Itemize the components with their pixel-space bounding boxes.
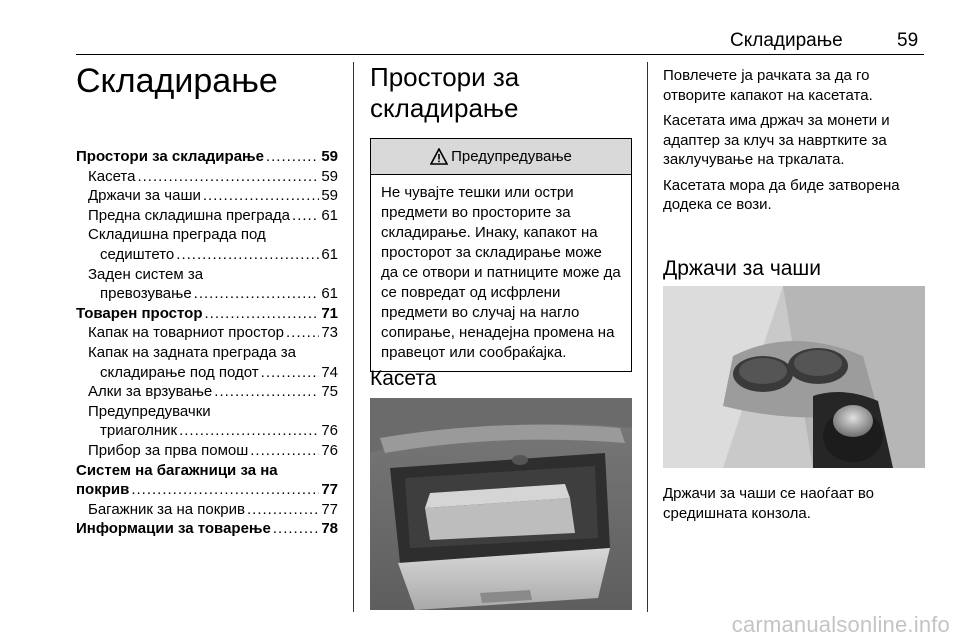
paragraph: Касетата мора да биде затворена додека се вози. (663, 176, 900, 213)
toc-dot-leader (214, 382, 319, 402)
section-title-line: складирање (370, 93, 519, 123)
toc-entry-title: Капак на товарниот простор (88, 324, 285, 342)
toc-entry[interactable] (76, 421, 338, 441)
subsection-title-cupholders: Држачи за чаши (663, 257, 822, 280)
warning-title: Предупредување (451, 148, 572, 165)
toc-entry[interactable] (76, 480, 338, 500)
toc-entry[interactable] (76, 304, 338, 324)
paragraph: Касетата има држач за монети и адаптер за клуч за навртките за заклучување на тркалата. (663, 112, 890, 168)
toc-entry-title: седиштето (100, 245, 175, 263)
toc-page-number: 61 (321, 285, 338, 303)
toc-dot-leader (204, 304, 319, 324)
photo-caption: Држачи за чаши се наоѓаат во средишната конзола. (663, 485, 875, 522)
toc-entry[interactable] (76, 519, 338, 539)
toc-entry-line: Заден систем за (88, 265, 204, 283)
column-3 (663, 66, 925, 215)
toc-page-number: 77 (321, 481, 338, 499)
toc-entry[interactable] (76, 245, 338, 265)
toc-page-number: 78 (321, 520, 338, 538)
toc-page-number: 59 (321, 148, 338, 165)
column-divider (353, 62, 354, 612)
toc-entry[interactable] (76, 147, 338, 167)
toc-entry-line: Предупредувачки (88, 402, 211, 420)
toc-entry[interactable] (76, 284, 338, 304)
chapter-title: Складирање (76, 62, 278, 100)
toc-dot-leader (250, 441, 319, 461)
toc-entry-title: покрив (76, 481, 130, 499)
paragraph: Повлечете ја рачката за да го отворите капакот на касетата. (663, 67, 873, 104)
toc-entry[interactable] (76, 167, 338, 187)
header-rule (76, 54, 924, 55)
toc-page-number: 59 (321, 187, 338, 205)
toc-dot-leader (179, 421, 319, 441)
toc-dot-leader (194, 284, 320, 304)
toc-entry[interactable] (76, 500, 338, 520)
toc-entry-title: складирање под подот (100, 363, 259, 381)
toc-entry[interactable] (76, 323, 338, 343)
toc-page-number: 76 (321, 422, 338, 440)
column-divider (647, 62, 648, 612)
warning-header (371, 139, 631, 175)
toc-page-number: 61 (321, 206, 338, 224)
toc-entry-line: Систем на багажници за на (76, 461, 278, 479)
toc-entry-title: превозување (100, 285, 192, 303)
toc-entry-title: Предна складишна преграда (88, 206, 291, 224)
glovebox-photo (370, 398, 632, 610)
toc-entry-title: Алки за врзување (88, 383, 213, 401)
cupholder-photo (663, 286, 925, 468)
toc-entry-title: Простори за складирање (76, 148, 264, 165)
toc-page-number: 59 (321, 167, 338, 185)
toc-entry-line: Складишна преграда под (88, 226, 266, 244)
toc-page-number: 75 (321, 383, 338, 401)
toc-page-number: 61 (321, 245, 338, 263)
toc-page-number: 76 (321, 441, 338, 459)
toc-dot-leader (137, 167, 319, 187)
subsection-title-kaseta: Касета (370, 367, 437, 390)
toc-entry[interactable] (76, 206, 338, 226)
running-header-title: Складирање (730, 30, 843, 51)
toc-page-number: 71 (321, 304, 338, 322)
toc-dot-leader (273, 519, 319, 539)
toc-dot-leader (261, 363, 320, 383)
toc-dot-leader (247, 500, 319, 520)
page-number: 59 (897, 30, 919, 51)
table-of-contents (76, 147, 338, 539)
toc-dot-leader (203, 186, 319, 206)
toc-entry-line: Капак на задната преграда за (88, 343, 296, 361)
section-title-line: Простори за (370, 62, 520, 92)
warning-text: Не чувајте тешки или остри предмети во просторите за складирање. Инаку, капакот на просторот за складирање може да се отвори и патниците може да се повредат од исфрлени предмети во случај на нагло сопирање, ненадејна промена на правецот или сообраќајка. (381, 184, 621, 361)
toc-entry[interactable] (76, 382, 338, 402)
toc-page-number: 73 (321, 324, 338, 342)
watermark: carmanualsonline.info (731, 612, 950, 637)
toc-entry-title: Товарен простор (76, 304, 203, 322)
toc-page-number: 74 (321, 363, 338, 381)
warning-triangle-icon (430, 148, 448, 165)
toc-dot-leader (176, 245, 319, 265)
warning-box (370, 138, 632, 372)
toc-entry[interactable] (76, 441, 338, 461)
column-2 (370, 62, 632, 124)
section-title (370, 62, 632, 124)
toc-page-number: 77 (321, 500, 338, 518)
toc-dot-leader (286, 323, 319, 343)
toc-dot-leader (131, 480, 319, 500)
toc-entry[interactable] (76, 363, 338, 383)
toc-entry[interactable] (76, 186, 338, 206)
toc-entry-title: Информации за товарење (76, 520, 271, 538)
toc-entry-title: Прибор за прва помош (88, 441, 249, 459)
toc-dot-leader (266, 147, 319, 167)
toc-entry-title: Касета (88, 167, 136, 185)
toc-entry-title: Држачи за чаши (88, 187, 201, 205)
toc-entry-title: триаголник (100, 422, 178, 440)
toc-dot-leader (292, 206, 319, 226)
toc-entry-title: Багажник за на покрив (88, 500, 245, 518)
